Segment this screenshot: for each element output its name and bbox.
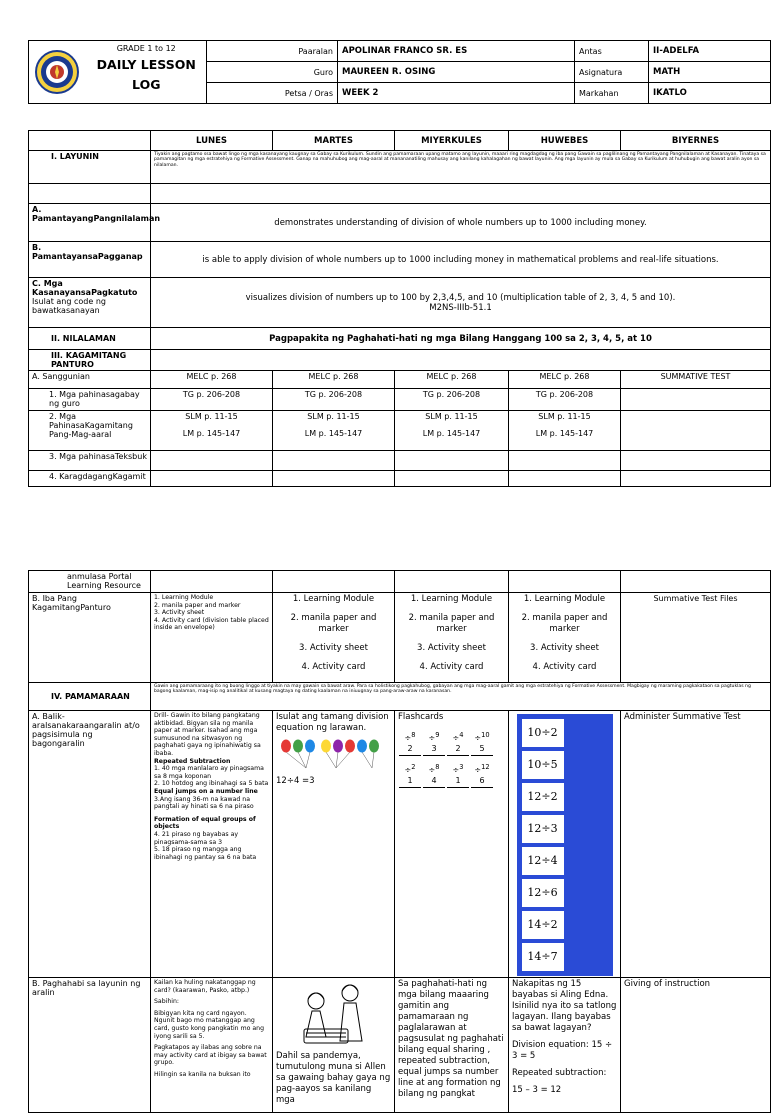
iba-huwebes-3: 3. Activity sheet bbox=[530, 643, 599, 653]
layunin-label: I. LAYUNIN bbox=[29, 151, 151, 184]
flashcard: ÷$^{10}$ 5 bbox=[471, 730, 493, 756]
division-cards-frame bbox=[517, 714, 613, 976]
children-illustration bbox=[284, 979, 384, 1051]
sanggunian-martes: MELC p. 268 bbox=[273, 371, 395, 389]
nilalaman-label: II. NILALAMAN bbox=[29, 328, 151, 350]
day-martes: MARTES bbox=[273, 131, 395, 151]
division-card: 10÷2 bbox=[522, 719, 564, 747]
paghahabi-lunes-3: Bibigyan kita ng card ngayon. Ngunit bago mo matanggap ang card, gusto kong pangkatin mo ang iyong sarili sa 5. bbox=[154, 1009, 264, 1040]
label-guro: Guro bbox=[207, 62, 338, 83]
label-paaralan: Paaralan bbox=[207, 41, 338, 62]
paghahabi-huwebes-3: Repeated subtraction: bbox=[512, 1068, 607, 1078]
tg-martes: TG p. 206-208 bbox=[273, 389, 395, 411]
iba-miyerkules-4: 4. Activity card bbox=[419, 662, 484, 672]
flashcard: ÷$^8$ 2 bbox=[399, 730, 421, 756]
kasanayan-sublabel: Isulat ang code ng bawatkasanayan bbox=[32, 297, 106, 315]
label-asignatura: Asignatura bbox=[575, 62, 649, 83]
drill-l2-1: 3.Ang isang 36-m na kawad na pangtali ay hinati sa 6 na piraso bbox=[154, 795, 254, 811]
label-petsa: Petsa / Oras bbox=[207, 83, 338, 104]
gabay-guro-label: 1. Mga pahinasagabay ng guro bbox=[29, 389, 151, 411]
division-card: 12÷4 bbox=[522, 847, 564, 875]
balik-aral-biyernes: Administer Summative Test bbox=[621, 711, 771, 978]
tg-biyernes bbox=[621, 389, 771, 411]
division-card: 12÷3 bbox=[522, 815, 564, 843]
drill-h1: Repeated Subtraction bbox=[154, 757, 231, 765]
sanggunian-lunes: MELC p. 268 bbox=[151, 371, 273, 389]
drill-l1-2: 2. 10 hotdog ang ibinahagi sa 5 bata bbox=[154, 780, 269, 788]
division-card: 10÷5 bbox=[522, 751, 564, 779]
division-card: 14÷7 bbox=[522, 943, 564, 971]
iba-biyernes: Summative Test Files bbox=[621, 593, 771, 683]
iba-huwebes-1: 1. Learning Module bbox=[523, 594, 606, 604]
flashcards-title: Flashcards bbox=[398, 712, 444, 722]
lm-lunes: LM p. 145-147 bbox=[182, 429, 241, 438]
nilalaman-text: Pagpapakita ng Paghahati-hati ng mga Bilang Hanggang 100 sa 2, 3, 4, 5, at 10 bbox=[151, 328, 771, 350]
flashcard: ÷$^{12}$ 6 bbox=[471, 762, 493, 788]
iba-lunes-1: 1. Learning Module bbox=[154, 594, 214, 601]
value-antas: II-ADELFA bbox=[649, 41, 771, 62]
grade-label: GRADE 1 to 12 bbox=[116, 44, 176, 53]
paghahabi-lunes-1: Kailan ka huling nakatanggap ng card? (kaarawan, Pasko, atbp.) bbox=[154, 979, 256, 994]
pamantayan-sa-pagganap-text: is able to apply division of whole numbers up to 1000 including money in mathematical problems and real-life situations. bbox=[151, 242, 771, 278]
iba-pang-label: B. Iba Pang KagamitangPanturo bbox=[29, 593, 151, 683]
mag-aaral-label: 2. Mga PahinasaKagamitang Pang-Mag-aaral bbox=[29, 411, 151, 451]
pamantayang-pangnilalaman-label: A. PamantayangPangnilalaman bbox=[29, 204, 151, 242]
title-line1: DAILY LESSON bbox=[96, 57, 196, 72]
tg-lunes: TG p. 206-208 bbox=[151, 389, 273, 411]
value-markahan: IKATLO bbox=[649, 83, 771, 104]
drill-l1-1: 1. 40 mga manlalaro ay pinagsama sa 8 mga koponan bbox=[154, 765, 264, 780]
tg-huwebes: TG p. 206-208 bbox=[509, 389, 621, 411]
slm-huwebes: SLM p. 11-15 bbox=[538, 412, 591, 421]
value-asignatura: MATH bbox=[649, 62, 771, 83]
pamamaraan-label: IV. PAMAMARAAN bbox=[29, 683, 151, 711]
division-card: 12÷2 bbox=[522, 783, 564, 811]
paghahabi-huwebes-2: Division equation: 15 ÷ 3 = 5 bbox=[512, 1040, 613, 1061]
iba-lunes-2: 2. manila paper and marker bbox=[154, 601, 241, 609]
division-card: 12÷6 bbox=[522, 879, 564, 907]
pamantayan-sa-pagganap-label: B. PamantayansaPagganap bbox=[29, 242, 151, 278]
tg-miyerkules: TG p. 206-208 bbox=[395, 389, 509, 411]
day-lunes: LUNES bbox=[151, 131, 273, 151]
iba-huwebes-4: 4. Activity card bbox=[532, 662, 597, 672]
paghahabi-lunes-5: Hilingin sa kanila na buksan ito bbox=[154, 1070, 251, 1078]
layunin-text: Tiyakin ang pagtamo ssa bawat lingo ng mga kasanayang kaugnay sa Gabay sa Kurikulum. Sundin ang pamamaraan upang matamo ang layunin, maaari ring magdagdag ng iba pang Gawain sa paglilinang ng Pamantayang Pangnilalaman at Kasanayan. Tinataya sa pamamagitan ng mga estratehiya ng Formative Assessment. Ganap na mahuhubog ang mag-aaral at manananatiling mahusay ang kanilang kahalagahan ng bawat layunin. Ang mga layunin ay mula sa Gabay sa Kurikulum at huhubugin ang bawat aralin ayon sa nilalaman. bbox=[151, 151, 771, 184]
kasanayan-label: C. Mga KasanayansaPagkatuto bbox=[32, 279, 138, 297]
drill-l3-2: 5. 18 piraso ng mangga ang ibinahagi ng pantay sa 6 na bata bbox=[154, 846, 257, 861]
paghahabi-miyerkules: Sa paghahati-hati ng mga bilang maaaring gamitin ang pamamaraan ng paglalarawan at pagsusulat ng paghahati bilang equal sharing , repeated subtraction, equal jumps sa number line at ang formation ng bilang ng pangkat bbox=[395, 978, 509, 1113]
iba-martes-1: 1. Learning Module bbox=[292, 594, 375, 604]
label-markahan: Markahan bbox=[575, 83, 649, 104]
slm-miyerkules: SLM p. 11-15 bbox=[425, 412, 478, 421]
drill-intro: Drill- Gawin ito bilang pangkatang aktibidad. Bigyan sila ng manila paper at marker. Isahad ang mga sumusunod na sitwasyon ng paghahati gaya ng ipinahiwatig sa ibaba. bbox=[154, 712, 261, 757]
lm-huwebes: LM p. 145-147 bbox=[535, 429, 594, 438]
paghahabi-lunes-4: Pagkatapos ay ilabas ang sobre na may activity card at ibigay sa bawat grupo. bbox=[154, 1044, 267, 1067]
label-antas: Antas bbox=[575, 41, 649, 62]
value-petsa: WEEK 2 bbox=[338, 83, 575, 104]
division-card: 14÷2 bbox=[522, 911, 564, 939]
lm-miyerkules: LM p. 145-147 bbox=[422, 429, 481, 438]
paghahabi-huwebes-4: 15 – 3 = 12 bbox=[512, 1085, 562, 1095]
day-miyerkules: MIYERKULES bbox=[395, 131, 509, 151]
slm-lunes: SLM p. 11-15 bbox=[185, 412, 238, 421]
iba-martes-2: 2. manila paper and marker bbox=[290, 613, 377, 634]
header-table bbox=[28, 40, 771, 104]
balloons-illustration bbox=[276, 738, 388, 768]
sanggunian-biyernes: SUMMATIVE TEST bbox=[621, 371, 771, 389]
paghahabi-label: B. Paghahabi sa layunin ng aralin bbox=[29, 978, 151, 1113]
karagdagan-label: 4. KaragdagangKagamit bbox=[29, 471, 151, 487]
corner-cell bbox=[29, 131, 151, 151]
lm-martes: LM p. 145-147 bbox=[304, 429, 363, 438]
sanggunian-label: A. Sanggunian bbox=[29, 371, 151, 389]
tue-instruction: Isulat ang tamang division equation ng larawan. bbox=[276, 712, 389, 733]
sanggunian-miyerkules: MELC p. 268 bbox=[395, 371, 509, 389]
day-biyernes: BIYERNES bbox=[621, 131, 771, 151]
iba-miyerkules-1: 1. Learning Module bbox=[410, 594, 493, 604]
pamantayang-pangnilalaman-text: demonstrates understanding of division of whole numbers up to 1000 including money. bbox=[151, 204, 771, 242]
paghahabi-lunes-2: Sabihin: bbox=[154, 998, 180, 1006]
flashcard: ÷$^4$ 2 bbox=[447, 730, 469, 756]
flashcard: ÷$^3$ 1 bbox=[447, 762, 469, 788]
iba-martes-4: 4. Activity card bbox=[301, 662, 366, 672]
tue-equation: 12÷4 =3 bbox=[276, 776, 315, 786]
drill-h2: Equal jumps on a number line bbox=[154, 787, 258, 795]
slm-martes: SLM p. 11-15 bbox=[307, 412, 360, 421]
paghahabi-biyernes: Giving of instruction bbox=[621, 978, 771, 1113]
teksbuk-label: 3. Mga pahinasaTeksbuk bbox=[29, 451, 151, 471]
kasanayan-text: visualizes division of numbers up to 100 by 2,3,4,5, and 10 (multiplication table of 2, 3, 4, 5 and 10). bbox=[245, 292, 676, 303]
pamamaraan-text: Gawin ang pamamaraang ito ng buong linggo at tiyakin na may gawain sa bawat araw. Para sa holistikong pagkahubog, gabayan ang mga mag-aaral gamit ang mga estratehiya ng Formative Assessment. Magbigay ng maraming pagkakataon sa pagtuklas ng bagong kaalaman, mag-isip ng analitikal at kusang magtaya ng dating kaalaman na iniuugnay sa pang-araw-araw na karanasan. bbox=[151, 683, 771, 711]
day-huwebes: HUWEBES bbox=[509, 131, 621, 151]
kasanayan-code: M2NS-IIIb-51.1 bbox=[429, 302, 492, 313]
flashcard: ÷$^2$ 1 bbox=[399, 762, 421, 788]
value-guro: MAUREEN R. OSING bbox=[338, 62, 575, 83]
kagamitan-label: III. KAGAMITANG PANTURO bbox=[29, 350, 151, 371]
drill-l3-1: 4. 21 piraso ng bayabas ay pinagsama-sama sa 3 bbox=[154, 830, 239, 846]
lesson-table-page2 bbox=[28, 570, 771, 1113]
iba-miyerkules-3: 3. Activity sheet bbox=[417, 643, 486, 653]
balik-aral-label: A. Balik-aralsanakaraangaralin at/o pagsisimula ng bagongaralin bbox=[29, 711, 151, 978]
iba-lunes-4: 4. Activity card (division table placed inside an envelope) bbox=[154, 616, 269, 632]
iba-martes-3: 3. Activity sheet bbox=[299, 643, 368, 653]
iba-huwebes-2: 2. manila paper and marker bbox=[521, 613, 608, 634]
flashcard: ÷$^8$ 4 bbox=[423, 762, 445, 788]
drill-h3: Formation of equal groups of objects bbox=[154, 815, 256, 831]
karagdagan-cont: anmulasa Portal Learning Resource bbox=[29, 571, 151, 593]
title-line2: LOG bbox=[132, 77, 161, 92]
paghahabi-huwebes-1: Nakapitas ng 15 bayabas si Aling Edna. Isinilid nya ito sa tatlong lagayan. Ilang bayabas sa bawat lagayan? bbox=[512, 979, 617, 1033]
value-paaralan: APOLINAR FRANCO SR. ES bbox=[338, 41, 575, 62]
flashcard: ÷$^9$ 3 bbox=[423, 730, 445, 756]
paghahabi-martes: Dahil sa pandemya, tumutulong muna si Allen sa gawaing bahay gaya ng pag-aayos sa kanilang mga bbox=[276, 1051, 391, 1105]
iba-lunes-3: 3. Activity sheet bbox=[154, 609, 205, 617]
sanggunian-huwebes: MELC p. 268 bbox=[509, 371, 621, 389]
lesson-table-page1 bbox=[28, 130, 771, 487]
iba-miyerkules-2: 2. manila paper and marker bbox=[408, 613, 495, 634]
